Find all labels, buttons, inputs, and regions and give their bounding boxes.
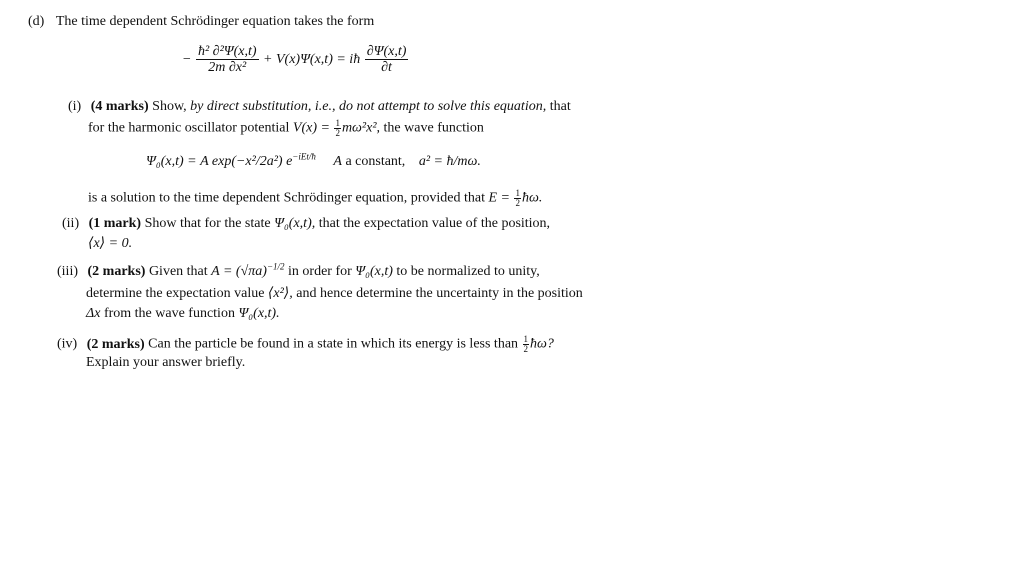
part-iv-label: (iv) [57, 336, 78, 352]
energy-lhs: E = [488, 190, 514, 206]
expectation-x-squared: ⟨x²⟩, [267, 286, 293, 301]
energy-rhs: ħω. [521, 190, 543, 206]
part-iv-explain: Explain your answer briefly. [86, 355, 246, 370]
ground-energy: ħω? [530, 336, 554, 352]
part-i-wavefunction-text: the wave function [383, 120, 484, 136]
potential-lhs: V(x) = [292, 120, 334, 136]
part-i-marks: (4 marks) [90, 99, 149, 114]
part-iii-line-2 [86, 286, 583, 303]
time-derivative-term [365, 44, 409, 76]
part-ii-text-b: that the expectation value of the position, [318, 216, 551, 231]
expectation-x-zero: ⟨x⟩ = 0. [88, 236, 133, 251]
wave-function-equation [146, 151, 481, 171]
half-fraction-3 [523, 335, 530, 354]
part-i-line-2 [88, 119, 484, 138]
constant-symbol: A [333, 154, 342, 169]
time-derivative-numerator: ∂Ψ(x,t) [366, 44, 407, 59]
question-label: (d) [28, 14, 45, 29]
question-intro: The time dependent Schrödinger equation takes the form [55, 14, 375, 29]
question-header [28, 14, 374, 31]
part-ii-state: Ψ₀(x,t), [274, 216, 316, 231]
part-ii-label: (ii) [62, 216, 80, 231]
part-ii-marks: (1 mark) [88, 216, 142, 231]
part-iv-text: Can the particle be found in a state in which its energy is less than [148, 336, 519, 352]
kinetic-term [196, 44, 259, 76]
part-iii-line-3 [86, 306, 280, 323]
time-derivative-denominator: ∂t [381, 60, 392, 76]
potential-rhs: mω²x², [341, 120, 381, 136]
part-ii-line-2 [88, 236, 132, 253]
schrodinger-equation [182, 44, 409, 76]
minus-sign: − [182, 52, 192, 68]
part-ii-line-1 [62, 216, 550, 233]
half-num-2: 1 [515, 188, 520, 198]
part-i-potential-text: for the harmonic oscillator potential [88, 120, 290, 136]
part-iv-line-2 [86, 355, 245, 372]
part-iv-marks: (2 marks) [86, 336, 145, 352]
half-den: 2 [335, 128, 340, 138]
part-i-line-1 [68, 99, 571, 116]
part-i-condition-text: is a solution to the time dependent Schrödinger equation, provided that [88, 190, 485, 206]
part-i-line-4 [88, 189, 542, 208]
part-iii-text-e: and hence determine the uncertainty in the position [296, 286, 583, 301]
part-iii-line-1 [57, 261, 540, 281]
part-iv-line-1 [57, 335, 554, 354]
wave-function-expression: Ψ₀(x,t) = A exp(−x²/2a²) e [146, 154, 293, 169]
part-iii-text-b: in order for [288, 264, 352, 279]
part-i-label: (i) [68, 99, 82, 114]
half-num: 1 [335, 118, 340, 128]
part-iii-text-a: Given that [148, 264, 208, 279]
constant-text: a constant, [345, 154, 406, 169]
part-iii-state: Ψ₀(x,t) [355, 264, 393, 279]
kinetic-numerator: ħ² ∂²Ψ(x,t) [197, 44, 257, 59]
potential-term: + V(x)Ψ(x,t) = iħ [263, 52, 361, 68]
part-i-text-a: Show, [152, 99, 187, 114]
uncertainty-symbol: Δx [86, 306, 101, 321]
part-iii-text-c: to be normalized to unity, [396, 264, 540, 279]
part-i-emphasis: by direct substitution, i.e., do not attempt to solve this equation, [190, 99, 547, 114]
part-i-text-c: that [549, 99, 571, 114]
part-iii-text-f: from the wave function [103, 306, 235, 321]
part-iii-marks: (2 marks) [87, 264, 146, 279]
half-den-2: 2 [515, 198, 520, 208]
part-ii-text: Show that for the state [144, 216, 271, 231]
half-fraction-2 [514, 189, 521, 208]
half-den-3: 2 [523, 344, 529, 354]
wave-function-exponent: −iEt/ħ [292, 151, 316, 162]
a-squared-definition: a² = ħ/mω. [418, 154, 481, 169]
part-iii-text-d: determine the expectation value [86, 286, 265, 301]
half-num-3: 1 [523, 334, 529, 344]
normalization-exponent: −1/2 [266, 261, 285, 272]
half-fraction [334, 119, 341, 138]
part-iii-state-2: Ψ₀(x,t). [238, 306, 280, 321]
kinetic-denominator: 2m ∂x² [208, 60, 247, 76]
part-iii-label: (iii) [57, 264, 78, 279]
normalization-constant: A = (√πa) [211, 264, 267, 279]
